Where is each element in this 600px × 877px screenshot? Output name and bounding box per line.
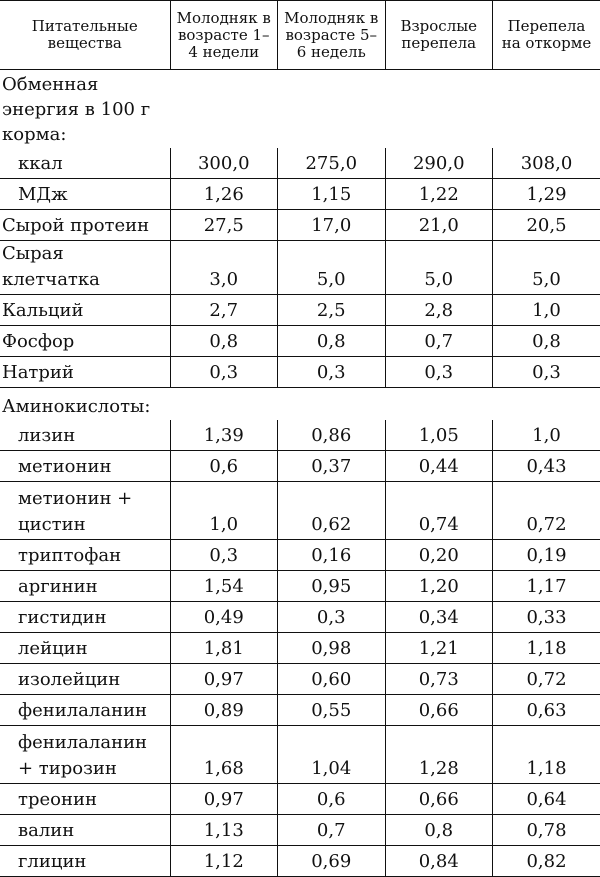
cell-value: 0,20 [385, 540, 493, 571]
cell-value: 2,5 [278, 295, 386, 326]
table-row [0, 210, 600, 241]
group-label-amino: Аминокислоты: [0, 388, 278, 421]
table-row [0, 357, 600, 388]
cell-value: 0,66 [385, 695, 493, 726]
row-label: метионин [0, 451, 170, 482]
row-label: лейцин [0, 633, 170, 664]
group-label-energy: Обменная энергия в 100 г корма: [0, 70, 170, 149]
cell-value: 0,72 [493, 664, 600, 695]
table-row [0, 148, 600, 179]
cell-value: 1,26 [170, 179, 278, 210]
cell-value: 0,8 [278, 326, 386, 357]
header-adult-quails: Взрослые перепела [385, 1, 493, 70]
cell-value: 0,33 [493, 602, 600, 633]
cell-value: 0,3 [170, 357, 278, 388]
cell-value: 1,18 [493, 633, 600, 664]
cell-value: 1,17 [493, 571, 600, 602]
cell-value: 1,12 [170, 846, 278, 877]
table-row [0, 451, 600, 482]
cell-value: 1,29 [493, 179, 600, 210]
row-label: изолейцин [0, 664, 170, 695]
cell-value: 0,78 [493, 815, 600, 846]
cell-value: 0,95 [278, 571, 386, 602]
row-label: валин [0, 815, 170, 846]
table-row [0, 571, 600, 602]
cell-value: 290,0 [385, 148, 493, 179]
cell-value: 0,43 [493, 451, 600, 482]
cell-value: 0,49 [170, 602, 278, 633]
table-row [0, 664, 600, 695]
row-label: треонин [0, 784, 170, 815]
table-row [0, 726, 600, 784]
table-row [0, 326, 600, 357]
cell-value: 0,34 [385, 602, 493, 633]
cell-value: 0,6 [278, 784, 386, 815]
cell-value: 300,0 [170, 148, 278, 179]
header-young-5-6-weeks: Молодняк в возрасте 5–6 недель [278, 1, 386, 70]
cell-value: 5,0 [493, 241, 600, 295]
cell-value: 0,98 [278, 633, 386, 664]
cell-value: 0,3 [170, 540, 278, 571]
cell-value: 5,0 [385, 241, 493, 295]
row-label: метионин + цистин [0, 482, 170, 540]
table-row [0, 295, 600, 326]
cell-value: 0,60 [278, 664, 386, 695]
header-nutrients: Питательные вещества [0, 1, 170, 70]
row-label: ккал [0, 148, 170, 179]
cell-value: 0,8 [385, 815, 493, 846]
cell-value: 1,0 [493, 420, 600, 451]
cell-value: 0,72 [493, 482, 600, 540]
cell-value: 1,05 [385, 420, 493, 451]
cell-value: 0,55 [278, 695, 386, 726]
cell-value: 0,69 [278, 846, 386, 877]
row-label: МДж [0, 179, 170, 210]
cell-value: 0,97 [170, 784, 278, 815]
table-row [0, 784, 600, 815]
row-label: фенилаланин + тирозин [0, 726, 170, 784]
table-row [0, 420, 600, 451]
header-fattening-quails: Перепела на откорме [493, 1, 600, 70]
cell-value: 1,22 [385, 179, 493, 210]
cell-value: 0,7 [278, 815, 386, 846]
cell-value: 1,21 [385, 633, 493, 664]
table-row [0, 482, 600, 540]
cell-value: 0,3 [278, 357, 386, 388]
cell-value: 0,84 [385, 846, 493, 877]
cell-value: 17,0 [278, 210, 386, 241]
cell-value: 0,19 [493, 540, 600, 571]
row-label: гистидин [0, 602, 170, 633]
cell-value: 1,39 [170, 420, 278, 451]
cell-value: 0,89 [170, 695, 278, 726]
table-row [0, 602, 600, 633]
cell-value: 0,62 [278, 482, 386, 540]
row-label: Сырой протеин [0, 210, 170, 241]
group-row-energy [0, 70, 600, 149]
cell-value: 1,04 [278, 726, 386, 784]
row-label: фенилаланин [0, 695, 170, 726]
group-row-amino [0, 388, 600, 421]
cell-value: 1,54 [170, 571, 278, 602]
table-row [0, 815, 600, 846]
cell-value: 0,3 [278, 602, 386, 633]
cell-value: 308,0 [493, 148, 600, 179]
cell-value: 21,0 [385, 210, 493, 241]
row-label: аргинин [0, 571, 170, 602]
cell-value: 0,6 [170, 451, 278, 482]
cell-value: 0,63 [493, 695, 600, 726]
header-young-1-4-weeks: Молодняк в возрасте 1–4 недели [170, 1, 278, 70]
cell-value: 0,16 [278, 540, 386, 571]
cell-value: 20,5 [493, 210, 600, 241]
row-label: Сырая клетчатка [0, 241, 170, 295]
cell-value: 0,97 [170, 664, 278, 695]
cell-value: 1,68 [170, 726, 278, 784]
cell-value: 0,7 [385, 326, 493, 357]
cell-value: 0,3 [385, 357, 493, 388]
cell-value: 1,0 [493, 295, 600, 326]
table-row [0, 179, 600, 210]
cell-value: 1,15 [278, 179, 386, 210]
cell-value: 0,8 [170, 326, 278, 357]
table-row [0, 846, 600, 877]
cell-value: 0,73 [385, 664, 493, 695]
cell-value: 1,13 [170, 815, 278, 846]
cell-value: 1,18 [493, 726, 600, 784]
cell-value: 5,0 [278, 241, 386, 295]
cell-value: 0,44 [385, 451, 493, 482]
cell-value: 0,82 [493, 846, 600, 877]
row-label: Фосфор [0, 326, 170, 357]
table-row [0, 540, 600, 571]
cell-value: 1,0 [170, 482, 278, 540]
row-label: Натрий [0, 357, 170, 388]
table-row [0, 695, 600, 726]
row-label: лизин [0, 420, 170, 451]
header-row [0, 1, 600, 70]
cell-value: 1,81 [170, 633, 278, 664]
cell-value: 3,0 [170, 241, 278, 295]
cell-value: 0,74 [385, 482, 493, 540]
cell-value: 27,5 [170, 210, 278, 241]
cell-value: 0,64 [493, 784, 600, 815]
table-row [0, 633, 600, 664]
cell-value: 0,37 [278, 451, 386, 482]
table-row [0, 241, 600, 295]
cell-value: 0,3 [493, 357, 600, 388]
cell-value: 275,0 [278, 148, 386, 179]
cell-value: 0,86 [278, 420, 386, 451]
cell-value: 0,8 [493, 326, 600, 357]
cell-value: 1,28 [385, 726, 493, 784]
cell-value: 1,20 [385, 571, 493, 602]
row-label: триптофан [0, 540, 170, 571]
cell-value: 2,7 [170, 295, 278, 326]
row-label: Кальций [0, 295, 170, 326]
cell-value: 2,8 [385, 295, 493, 326]
row-label: глицин [0, 846, 170, 877]
cell-value: 0,66 [385, 784, 493, 815]
